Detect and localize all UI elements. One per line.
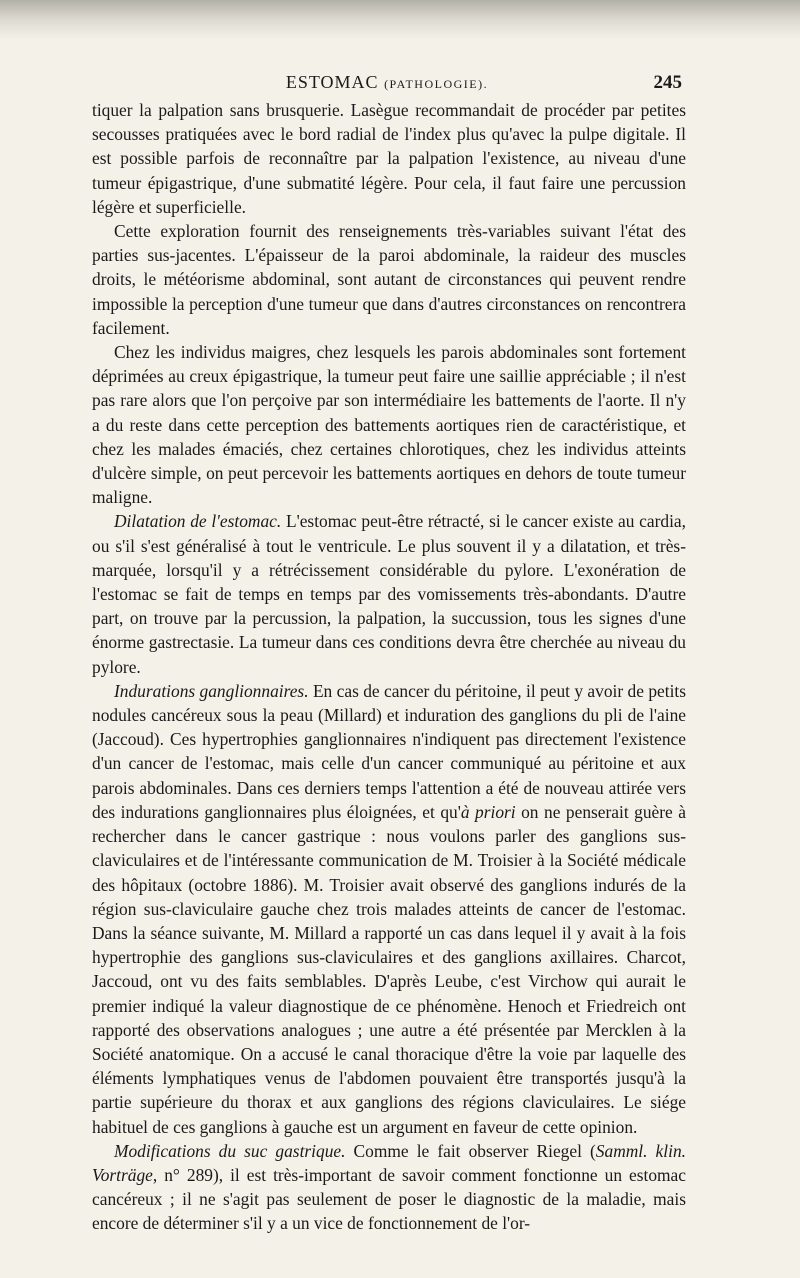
- paragraph-text: , n° 289), il est très-important de savoir comment fonctionne un estomac cancéreux ; il ne s'agit pas seulement de poser le diagnostic de la maladie, mais encore de déterminer s'il y a un vice de fonctionnement de l'or-: [92, 1164, 686, 1234]
- running-title-sub: (PATHOLOGIE).: [384, 77, 489, 91]
- paragraph-suc-gastrique: [92, 1139, 686, 1236]
- scan-border-shadow: [0, 0, 800, 40]
- paragraph-exploration: [92, 219, 686, 340]
- italic-citation: Samml. klin. Vorträge: [92, 1140, 686, 1185]
- paragraph-dilatation: [92, 509, 686, 678]
- page-number: 245: [653, 72, 682, 93]
- paragraph-text: En cas de cancer du péritoine, il peut y avoir de petits nodules cancéreux sous la peau (Millard) et induration des ganglions du pli de l'aine (Jaccoud). Ces hypertrophies ganglionnaires n'indiquent pas directement l'existence d'un cancer de l'estomac, mais celle d'un cancer communiqué au péritoine et aux parois abdominales. Dans ces derniers temps l'attention a été de nouveau attirée vers des indurations ganglionnaires plus éloignées, et qu': [92, 680, 686, 822]
- paragraph-text: Chez les individus maigres, chez lesquels les parois abdominales sont fortement déprimées au creux épigastrique, la tumeur peut faire une saillie appréciable ; il n'est pas rare alors que l'on perçoive par son intermédiaire les battements de l'aorte. Il n'y a du reste dans cette perception des battements aortiques rien de caractéristique, et chez les malades émaciés, chez certaines chlorotiques, chez les individus atteints d'ulcère simple, on peut percevoir les battements aortiques en dehors de toute tumeur maligne.: [92, 342, 686, 508]
- section-lead-dilatation: Dilatation de l'estomac.: [114, 511, 282, 532]
- paragraph-text: on ne penserait guère à rechercher dans le cancer gastrique : nous voulons parler des ganglions sus-claviculaires et de l'intéressante communication de M. Troisier à la Société médicale des hôpitaux (octobre 1886). M. Troisier avait observé des ganglions indurés de la région sus-claviculaire gauche chez trois malades atteints de cancer de l'estomac. Dans la séance suivante, M. Millard a rapporté un cas dans lequel il y avait à la fois hypertrophie des ganglions sus-claviculaires et des ganglions axillaires. Charcot, Jaccoud, ont vu des faits semblables. D'après Leube, c'est Virchow qui aurait le premier indiqué la valeur diagnostique de ce phénomène. Henoch et Friedreich ont rapporté des observations analogues ; une autre a été présentée par Mercklen à la Société anatomique. On a accusé le canal thoracique d'être la voie par laquelle des éléments lymphatiques venus de l'abdomen pouvaient être transportés jusqu'à la partie supérieure du thorax et aux ganglions des régions claviculaires. Le siége habituel de ces ganglions à gauche est un argument en faveur de cette opinion.: [92, 801, 686, 1137]
- italic-phrase: à priori: [460, 801, 516, 822]
- paragraph-indurations: [92, 679, 686, 1139]
- paragraph-text: tiquer la palpation sans brusquerie. Lasègue recommandait de procéder par petites secousses pratiquées avec le bord radial de l'index plus qu'avec la pulpe digitale. Il est possible parfois de reconnaître par la palpation l'existence, au niveau d'une tumeur épigastrique, d'une submatité légère. Pour cela, il faut faire une percussion légère et superficielle.: [92, 100, 686, 217]
- paragraph-text: L'estomac peut-être rétracté, si le cancer existe au cardia, ou s'il s'est généralisé à tout le ventricule. Le plus souvent il y a dilatation, et très-marquée, lorsqu'il y a rétrécissement considérable du pylore. L'exonération de l'estomac se fait de temps en temps par des vomissements très-abondants. D'autre part, on trouve par la percussion, la palpation, la succussion, tous les signes d'une énorme gastrectasie. La tumeur dans ces conditions devra être cherchée au niveau du pylore.: [92, 511, 686, 677]
- running-title-main: ESTOMAC: [285, 72, 379, 92]
- running-title: [92, 72, 682, 93]
- paragraph-text: Cette exploration fournit des renseignements très-variables suivant l'état des parties sus-jacentes. L'épaisseur de la paroi abdominale, la raideur des muscles droits, le météorisme abdominal, sont autant de circonstances qui peuvent rendre impossible la perception d'une tumeur que dans d'autres circonstances on rencontrera facilement.: [92, 221, 686, 338]
- section-lead-indurations: Indurations ganglionnaires.: [114, 680, 309, 701]
- paragraph-text: Comme le fait observer Riegel (: [353, 1140, 596, 1161]
- section-lead-suc-gastrique: Modifications du suc gastrique.: [114, 1140, 346, 1161]
- page-header: [92, 72, 682, 96]
- paragraph-palpation: [92, 98, 686, 219]
- page-body: [92, 98, 686, 1236]
- paragraph-individus-maigres: [92, 340, 686, 509]
